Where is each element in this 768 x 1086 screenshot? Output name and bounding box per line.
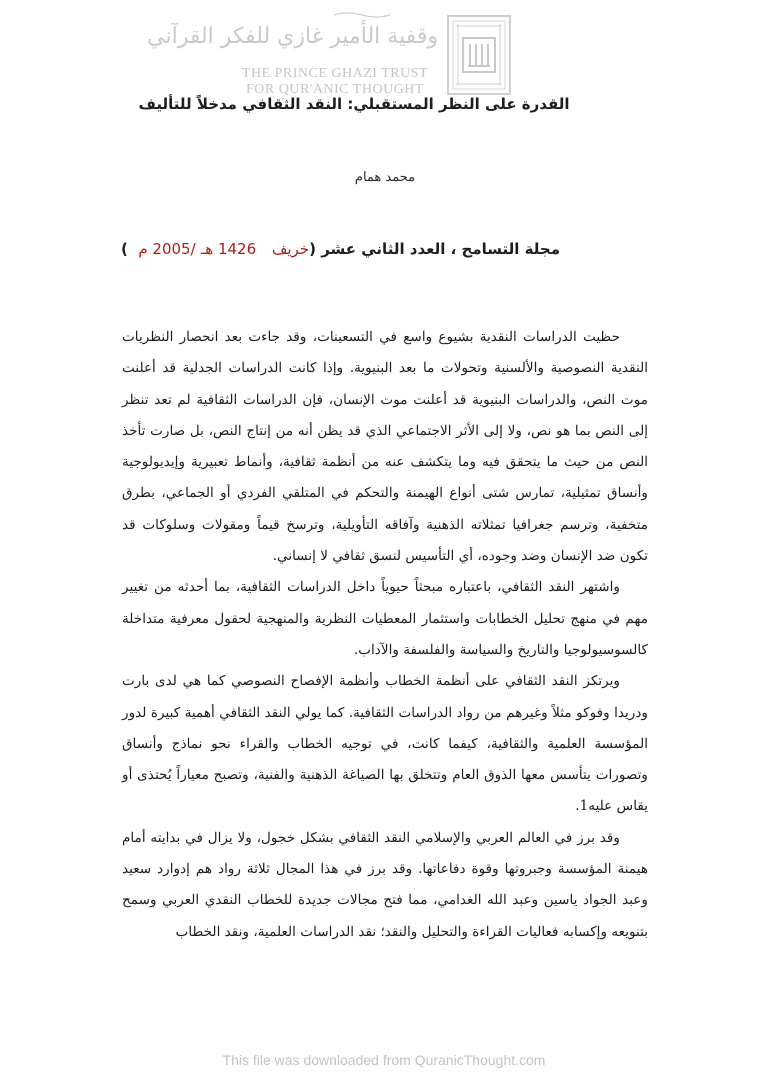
- download-footer: This file was downloaded from QuranicThought.com: [222, 1052, 546, 1068]
- journal-hijri-year: 1426 هـ: [200, 240, 257, 258]
- trust-emblem-icon: [446, 14, 512, 96]
- page-header: [0, 0, 768, 100]
- journal-name: مجلة التسامح ، العدد الثاني عشر: [321, 240, 560, 258]
- logo-line-1: THE PRINCE GHAZI TRUST: [241, 66, 429, 81]
- journal-season: خريف: [271, 240, 310, 258]
- paragraph: واشتهر النقد الثقافي، باعتباره مبحثاً حيوياً داخل الدراسات الثقافية، بما أحدثه من تغيير مهم في منهج تحليل الخطابات واستثمار المعطيات النظرية والمنهجية لحقول معرفية متداخلة كالسوسيولوجيا والتاريخ والسياسة والفلسفة والآداب.: [122, 579, 648, 658]
- logo-arabic: وقفية الأمير غازي للفكر القرآني: [147, 24, 438, 49]
- journal-gregorian-year: /2005 م: [138, 240, 196, 258]
- logo-line-2: FOR QUR'ANIC THOUGHT: [246, 82, 424, 97]
- document-title: القدرة على النظر المستقبلي: النقد الثقافي مدخلاً للتأليف: [138, 95, 570, 113]
- author-name: محمد همام: [354, 170, 416, 185]
- open-paren: (: [309, 240, 316, 258]
- journal-citation: [121, 240, 560, 258]
- ornament-icon: [332, 11, 392, 19]
- paragraph: ويرتكز النقد الثقافي على أنظمة الخطاب وأنظمة الإفصاح النصوصي كما هي لدى بارت ودريدا وفوكو مثلاً وغيرهم من رواد الدراسات الثقافية. كما يولي النقد الثقافي أهمية كبيرة لدور المؤسسة العلمية والثقافية، كيفما كانت، في توجيه الخطاب والقراء نحو نماذج وأنساق وتصورات يتأسس معها الذوق العام وتتخلق بها الصياغة الذهنية والفنية، وتصبح معياراً يُحتذى أو يقاس عليه1.: [122, 673, 648, 815]
- paragraph: وقد برز في العالم العربي والإسلامي النقد الثقافي بشكل خجول، ولا يزال في بدايته أمام هيمنة المؤسسة وجبروتها وقوة دفاعاتها. وقد برز في هذا المجال ثلاثة رواد هم إدوارد سعيد وعبد الجواد ياسين وعبد الله الغدامي، مما فتح مجالات جديدة للخطاب النقدي العربي وسمح بتنويعه وإكسابه فعاليات القراءة والتحليل والنقد؛ نقد الدراسات العلمية، ونقد الخطاب: [122, 829, 648, 940]
- article-body: [122, 322, 648, 948]
- paragraph: حظيت الدراسات النقدية بشيوع واسع في التسعينات، وقد جاءت بعد انحصار النظريات النقدية النصوصية والألسنية وتحولات ما بعد البنيوية. وإذا كانت الدراسات الجدلية قد أعلنت موت النص، والدراسات البنيوية قد أعلنت موت الإنسان، فإن الدراسات الثقافية لم تعد تنظر إلى النص بما هو نص، ولا إلى الأثر الاجتماعي الذي قد يظن أنه من إنتاج النص، بل صارت تأخذ النص من حيث ما يتحقق فيه وما يتكشف عنه من أنظمة ثقافية، وأنماط تعبيرية وإيديولوجية وأنساق تمثيلية، تمارس شتى أنواع الهيمنة والتحكم في المتلقي الفردي أو الجماعي، بطرق متخفية، وترسم جغرافيا تمثلاته الذهنية وآفاقه التأويلية، وترسخ قيماً ومقولات وسلوكات قد تكون ضد الإنسان وضد وجوده، أي التأسيس لنسق ثقافي لا إنساني.: [122, 329, 648, 565]
- close-paren: ): [121, 240, 128, 258]
